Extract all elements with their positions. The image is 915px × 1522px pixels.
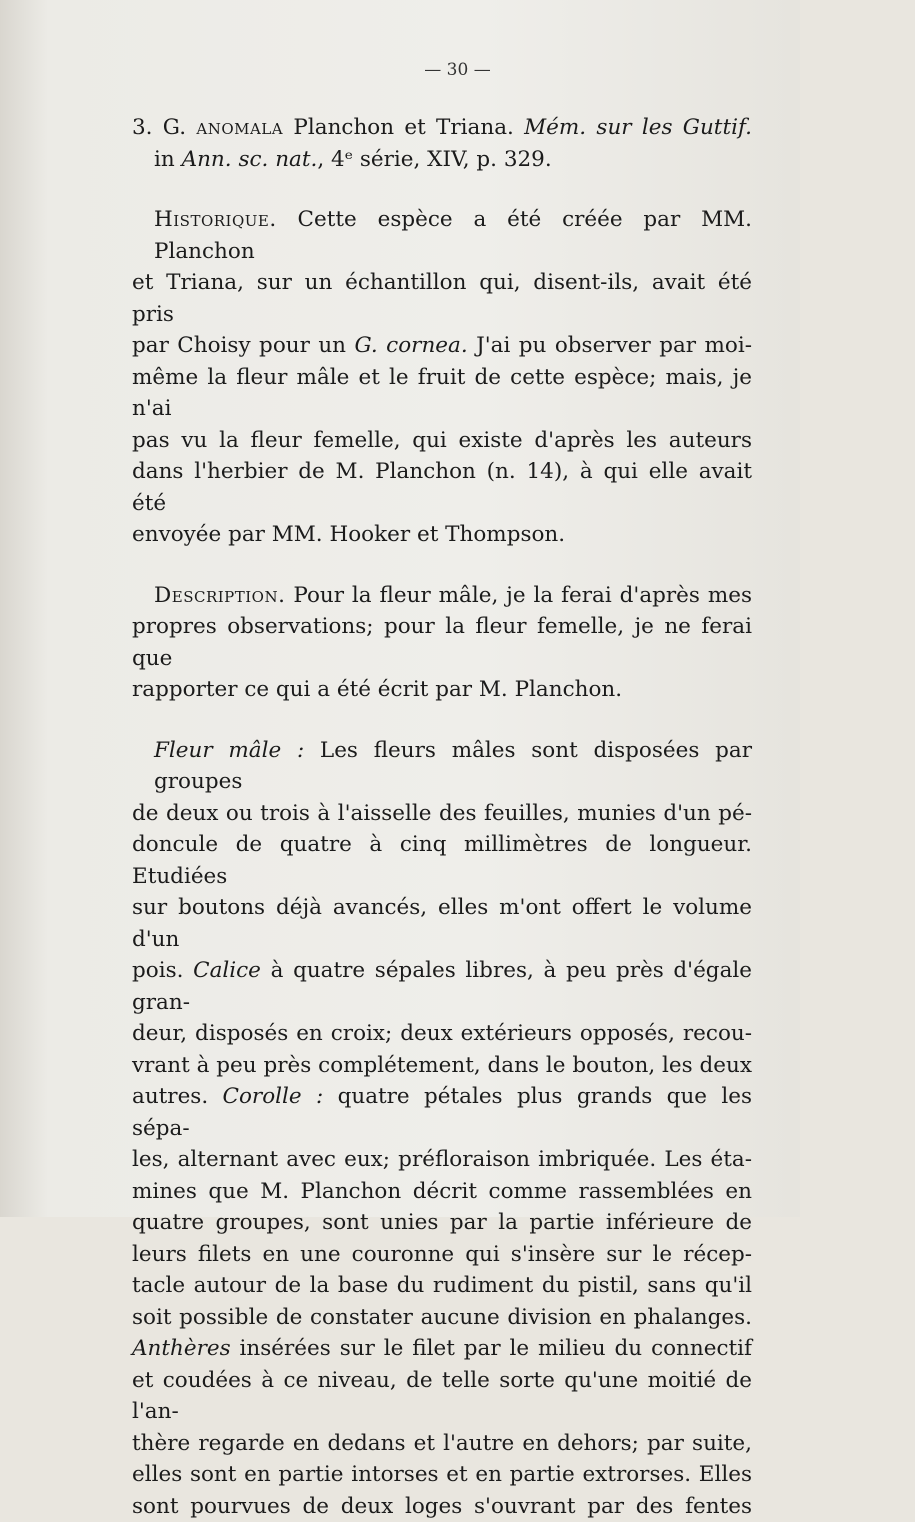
paragraph-line: de deux ou trois à l'aisselle des feuilles, munies d'un pé-: [132, 798, 752, 830]
section-heading: Historique.: [154, 207, 277, 232]
spacer: [132, 551, 752, 580]
paragraph-line: deur, disposés en croix; deux extérieurs opposés, recou-: [132, 1018, 752, 1050]
historique-paragraph: [132, 204, 752, 551]
description-paragraph: [132, 580, 752, 706]
section-heading: Description.: [154, 583, 285, 608]
paragraph-line: et Triana, sur un échantillon qui, disent-ils, avait été pris: [132, 267, 752, 330]
paragraph-line: mines que M. Planchon décrit comme rassemblées en: [132, 1176, 752, 1208]
paragraph-line: thère regarde en dedans et l'autre en dehors; par suite,: [132, 1428, 752, 1460]
species-entry: [132, 112, 752, 175]
paragraph-line: pas vu la fleur femelle, qui existe d'après les auteurs: [132, 425, 752, 457]
paragraph-line: sont pourvues de deux loges s'ouvrant par des fentes: [132, 1491, 752, 1522]
entry-line-2: in Ann. sc. nat., 4ᵉ série, XIV, p. 329.: [132, 144, 752, 176]
spacer: [132, 706, 752, 735]
entry-line-1: 3. G. anomala Planchon et Triana. Mém. sur les Guttif.: [132, 112, 752, 144]
paragraph-line: tacle autour de la base du rudiment du pistil, sans qu'il: [132, 1270, 752, 1302]
paragraph-line: Fleur mâle : Les fleurs mâles sont disposées par groupes: [132, 735, 752, 798]
paragraph-line: envoyée par MM. Hooker et Thompson.: [132, 519, 752, 551]
paragraph-line: doncule de quatre à cinq millimètres de longueur. Etudiées: [132, 829, 752, 892]
paragraph-line: dans l'herbier de M. Planchon (n. 14), à qui elle avait été: [132, 456, 752, 519]
paragraph-line: les, alternant avec eux; préfloraison imbriquée. Les éta-: [132, 1144, 752, 1176]
paragraph-line: Historique. Cette espèce a été créée par MM. Planchon: [132, 204, 752, 267]
paragraph-line: elles sont en partie intorses et en partie extrorses. Elles: [132, 1459, 752, 1491]
page-number: — 30 —: [0, 60, 915, 80]
paragraph-line: propres observations; pour la fleur femelle, je ne ferai que: [132, 611, 752, 674]
paragraph-line: autres. Corolle : quatre pétales plus grands que les sépa-: [132, 1081, 752, 1144]
page-body: [132, 112, 752, 1522]
paragraph-line: rapporter ce qui a été écrit par M. Planchon.: [132, 674, 752, 706]
paragraph-line: par Choisy pour un G. cornea. J'ai pu observer par moi-: [132, 330, 752, 362]
paragraph-line: sur boutons déjà avancés, elles m'ont offert le volume d'un: [132, 892, 752, 955]
paragraph-line: et coudées à ce niveau, de telle sorte qu'une moitié de l'an-: [132, 1365, 752, 1428]
paragraph-line: leurs filets en une couronne qui s'insère sur le récep-: [132, 1239, 752, 1271]
paragraph-line: Anthères insérées sur le filet par le milieu du connectif: [132, 1333, 752, 1365]
paragraph-line: soit possible de constater aucune division en phalanges.: [132, 1302, 752, 1334]
paragraph-line: vrant à peu près complétement, dans le bouton, les deux: [132, 1050, 752, 1082]
spacer: [132, 175, 752, 204]
subsection-heading: Fleur mâle :: [154, 738, 304, 763]
paragraph-line: pois. Calice à quatre sépales libres, à peu près d'égale gran-: [132, 955, 752, 1018]
paragraph-line: quatre groupes, sont unies par la partie inférieure de: [132, 1207, 752, 1239]
paragraph-line: même la fleur mâle et le fruit de cette espèce; mais, je n'ai: [132, 362, 752, 425]
fleur-male-paragraph: [132, 735, 752, 1522]
paragraph-line: Description. Pour la fleur mâle, je la ferai d'après mes: [132, 580, 752, 612]
